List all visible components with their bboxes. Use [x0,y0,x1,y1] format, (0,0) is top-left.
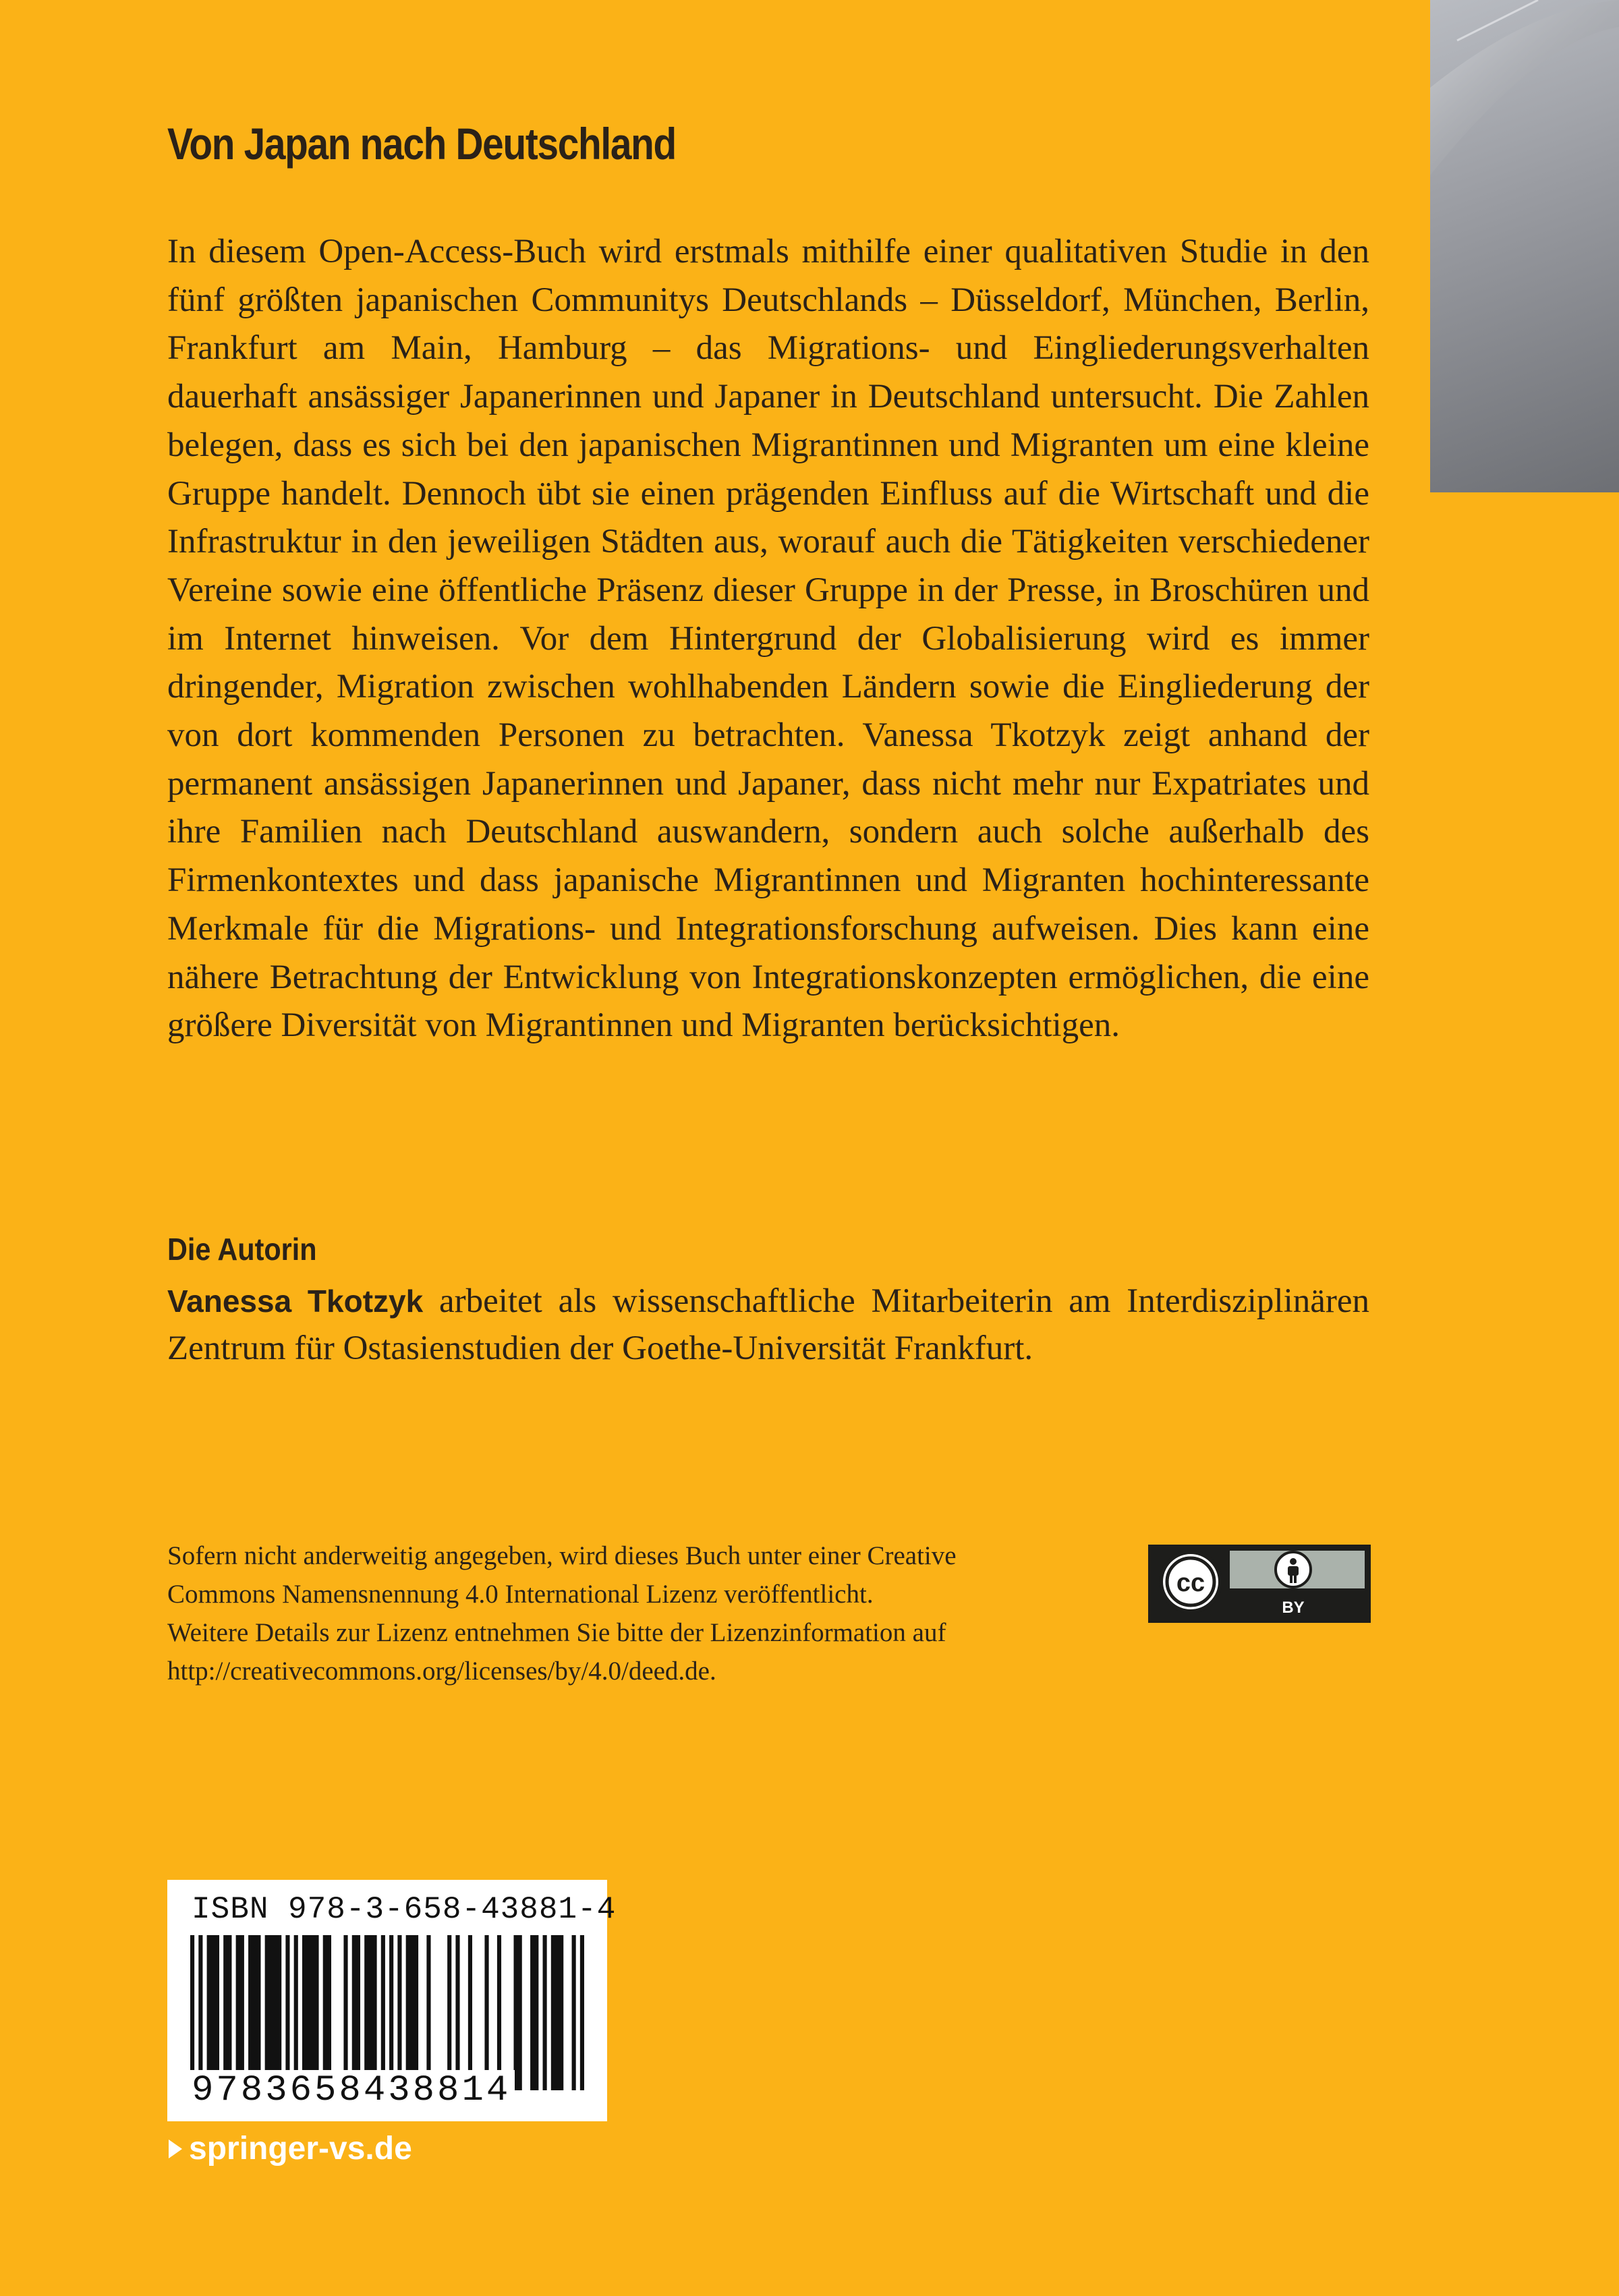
barcode-bar [285,1935,289,2090]
author-bio [167,1278,1369,1372]
barcode-bar [302,1935,319,2090]
barcode-bar [543,1935,547,2090]
barcode-bar [484,1935,488,2090]
barcode-bar [530,1935,538,2090]
attribution-person-icon [1276,1552,1311,1587]
isbn-label: ISBN 978-3-658-43881-4 [192,1892,617,1927]
barcode-bar [381,1935,385,2090]
cc-text: cc [1176,1569,1205,1597]
cc-by-license-badge [1148,1545,1371,1623]
license-line: Commons Namensnennung 4.0 International Lizenz veröffentlicht. [167,1580,874,1609]
license-line: Sofern nicht anderweitig angegeben, wird dieses Buch unter einer Creative [167,1541,957,1570]
publisher-url: springer-vs.de [189,2131,412,2166]
license-line: Weitere Details zur Lizenz entnehmen Sie bitte der Lizenzinformation auf [167,1618,946,1647]
publisher-link[interactable] [169,2130,412,2167]
barcode-bar [323,1935,331,2090]
license-notice [167,1537,1139,1690]
barcode-bar [190,1935,194,2090]
barcode-bar [248,1935,260,2090]
author-heading: Die Autorin [167,1232,317,1267]
barcode-bar [352,1935,360,2090]
triangle-arrow-icon [169,2140,182,2158]
barcode-bar [207,1935,219,2090]
barcode-bar [397,1935,401,2090]
author-bio-text: arbeitet als wissenschaftliche Mitarbeiterin am Interdisziplinären Zentrum für Ostasienstudien der Goethe-Universität Frankfurt. [167,1282,1369,1367]
corner-sheen-graphic [1430,0,1619,492]
barcode-bar [468,1935,472,2090]
book-title: Von Japan nach Deutschland [167,119,676,169]
barcode-bar [364,1935,376,2090]
barcode-digits: 9783658438814 [188,2070,515,2111]
author-name: Vanessa Tkotzyk [167,1284,424,1319]
barcode-bar [223,1935,231,2090]
book-blurb: In diesem Open-Access-Buch wird erstmals mithilfe einer qualitativen Studie in den fünf größten japanischen Communitys Deutschlands – Düsseldorf, München, Berlin, Frankfurt am Main, Hamburg – das Migrations- und Eingliederungsverhalten dauerhaft ansässiger Japanerinnen und Japaner in Deutschland untersucht. Die Zahlen belegen, dass es sich bei den japanischen Migrantinnen und Migranten um eine kleine Gruppe handelt. Dennoch übt sie einen prägenden Einfluss auf die Wirtschaft und die Infrastruktur in den jeweiligen Städten aus, worauf auch die Tätigkeiten verschiedener Vereine sowie eine öffentliche Präsenz dieser Gruppe in der Presse, in Broschüren und im Internet hinweisen. Vor dem Hintergrund der Globalisierung wird es immer dringender, Migration zwischen wohlhabenden Ländern sowie die Eingliederung der von dort kommenden Personen zu betrachten. Vanessa Tkotzyk zeigt anhand der permanent ansässigen Japanerinnen und Japaner, dass nicht mehr nur Expatriates und ihre Familien nach Deutschland auswandern, sondern auch solche außerhalb des Firmenkontextes und dass japanische Migrantinnen und Migranten hochinteressante Merkmale für die Migrations- und Integrationsforschung aufweisen. Dies kann eine nähere Betrachtung der Entwicklung von Integrationskonzepten ermöglichen, die eine größere Diversität von Migrantinnen und Migranten berücksichtigen. [167,233,1369,1045]
barcode-bar [513,1935,521,2090]
license-url: http://creativecommons.org/licenses/by/4.0/deed.de. [167,1657,716,1686]
cc-logo-icon [1161,1552,1220,1611]
barcode-bar [265,1935,282,2090]
barcode-bar [447,1935,451,2090]
barcode-bars [190,1935,584,2090]
barcode-bar [580,1935,584,2090]
isbn-barcode [167,1880,617,2121]
barcode-bar [389,1935,393,2090]
barcode-bar [426,1935,430,2090]
barcode-bar [406,1935,418,2090]
barcode-bar [294,1935,298,2090]
by-text: BY [1282,1599,1305,1617]
barcode-bar [236,1935,244,2090]
barcode-bar [497,1935,501,2090]
barcode-bar [198,1935,202,2090]
corner-gray-block [1430,0,1619,492]
barcode-bar [572,1935,576,2090]
barcode-bar [551,1935,563,2090]
barcode-bar [343,1935,347,2090]
barcode-bar [455,1935,459,2090]
